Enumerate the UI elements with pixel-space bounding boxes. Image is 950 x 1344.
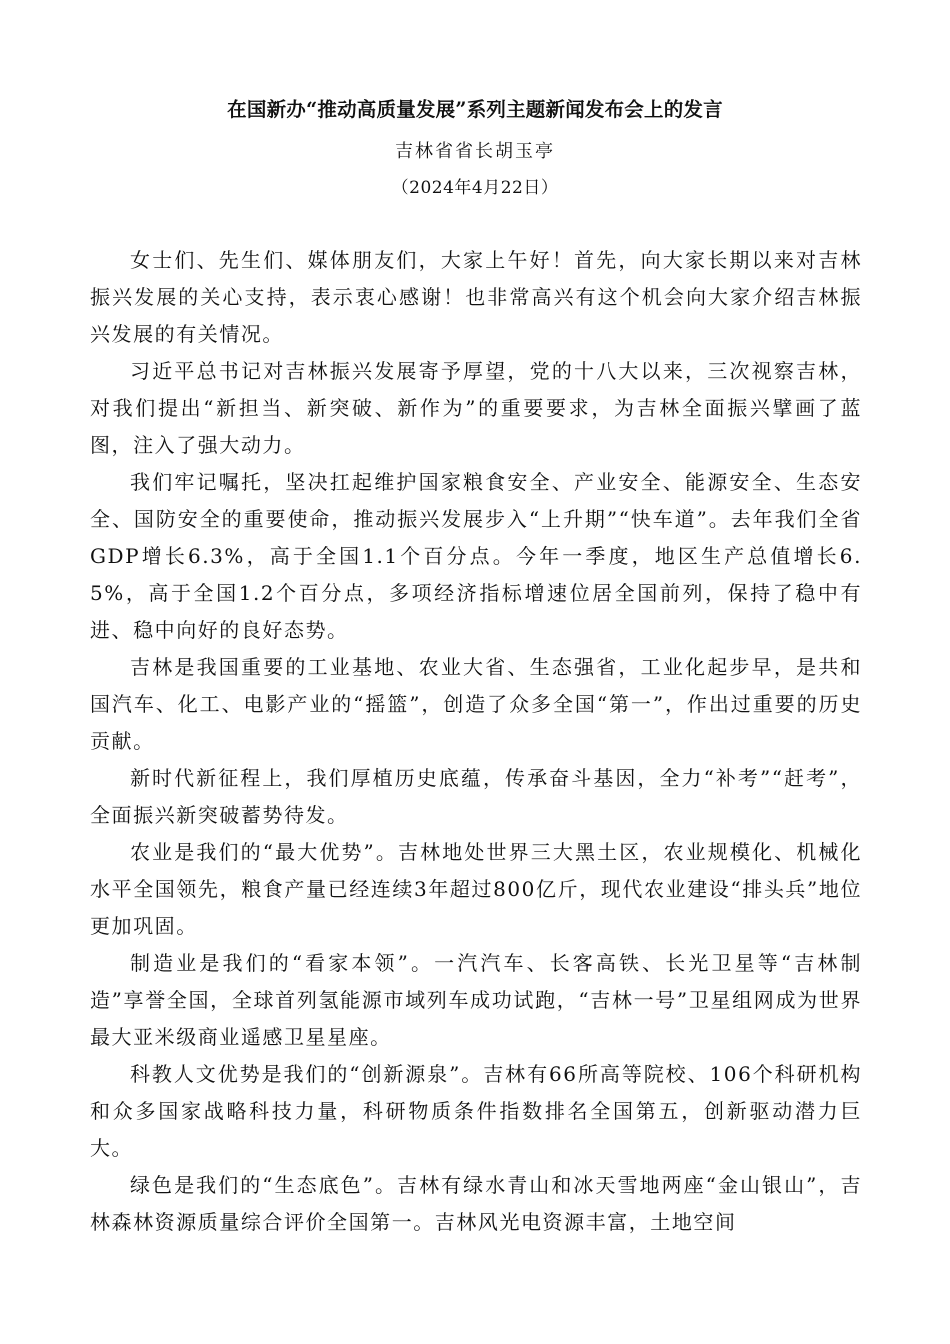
- paragraph: 习近平总书记对吉林振兴发展寄予厚望，党的十八大以来，三次视察吉林，对我们提出“新担当、新突破、新作为”的重要要求，为吉林全面振兴擘画了蓝图，注入了强大动力。: [90, 359, 862, 457]
- paragraph: 新时代新征程上，我们厚植历史底蕴，传承奋斗基因，全力“补考”“赶考”，全面振兴新突破蓄势待发。: [90, 766, 862, 827]
- paragraph: 吉林是我国重要的工业基地、农业大省、生态强省，工业化起步早，是共和国汽车、化工、电影产业的“摇篮”，创造了众多全国“第一”，作出过重要的历史贡献。: [90, 655, 862, 753]
- document-author: 吉林省省长胡玉亭: [395, 141, 555, 162]
- paragraph: 科教人文优势是我们的“创新源泉”。吉林有66所高等院校、106个科研机构和众多国家战略科技力量，科研物质条件指数排名全国第五，创新驱动潜力巨大。: [90, 1062, 862, 1160]
- document-date: （2024年4月22日）: [391, 178, 559, 198]
- paragraph: 农业是我们的“最大优势”。吉林地处世界三大黑土区，农业规模化、机械化水平全国领先，粮食产量已经连续3年超过800亿斤，现代农业建设“排头兵”地位更加巩固。: [90, 840, 862, 938]
- document-body: [90, 242, 862, 1241]
- paragraph: 制造业是我们的“看家本领”。一汽汽车、长客高铁、长光卫星等“吉林制造”享誉全国，全球首列氢能源市域列车成功试跑，“吉林一号”卫星组网成为世界最大亚米级商业遥感卫星星座。: [90, 951, 862, 1049]
- paragraph: 女士们、先生们、媒体朋友们，大家上午好！首先，向大家长期以来对吉林振兴发展的关心支持，表示衷心感谢！也非常高兴有这个机会向大家介绍吉林振兴发展的有关情况。: [90, 248, 862, 346]
- paragraph: 我们牢记嘱托，坚决扛起维护国家粮食安全、产业安全、能源安全、生态安全、国防安全的重要使命，推动振兴发展步入“上升期”“快车道”。去年我们全省GDP增长6.3%，高于全国1.1个百分点。今年一季度，地区生产总值增长6.5%，高于全国1.2个百分点，多项经济指标增速位居全国前列，保持了稳中有进、稳中向好的良好态势。: [90, 470, 862, 642]
- document-title: 在国新办“推动高质量发展”系列主题新闻发布会上的发言: [227, 98, 723, 121]
- paragraph: 绿色是我们的“生态底色”。吉林有绿水青山和冰天雪地两座“金山银山”，吉林森林资源质量综合评价全国第一。吉林风光电资源丰富，土地空间: [90, 1173, 862, 1234]
